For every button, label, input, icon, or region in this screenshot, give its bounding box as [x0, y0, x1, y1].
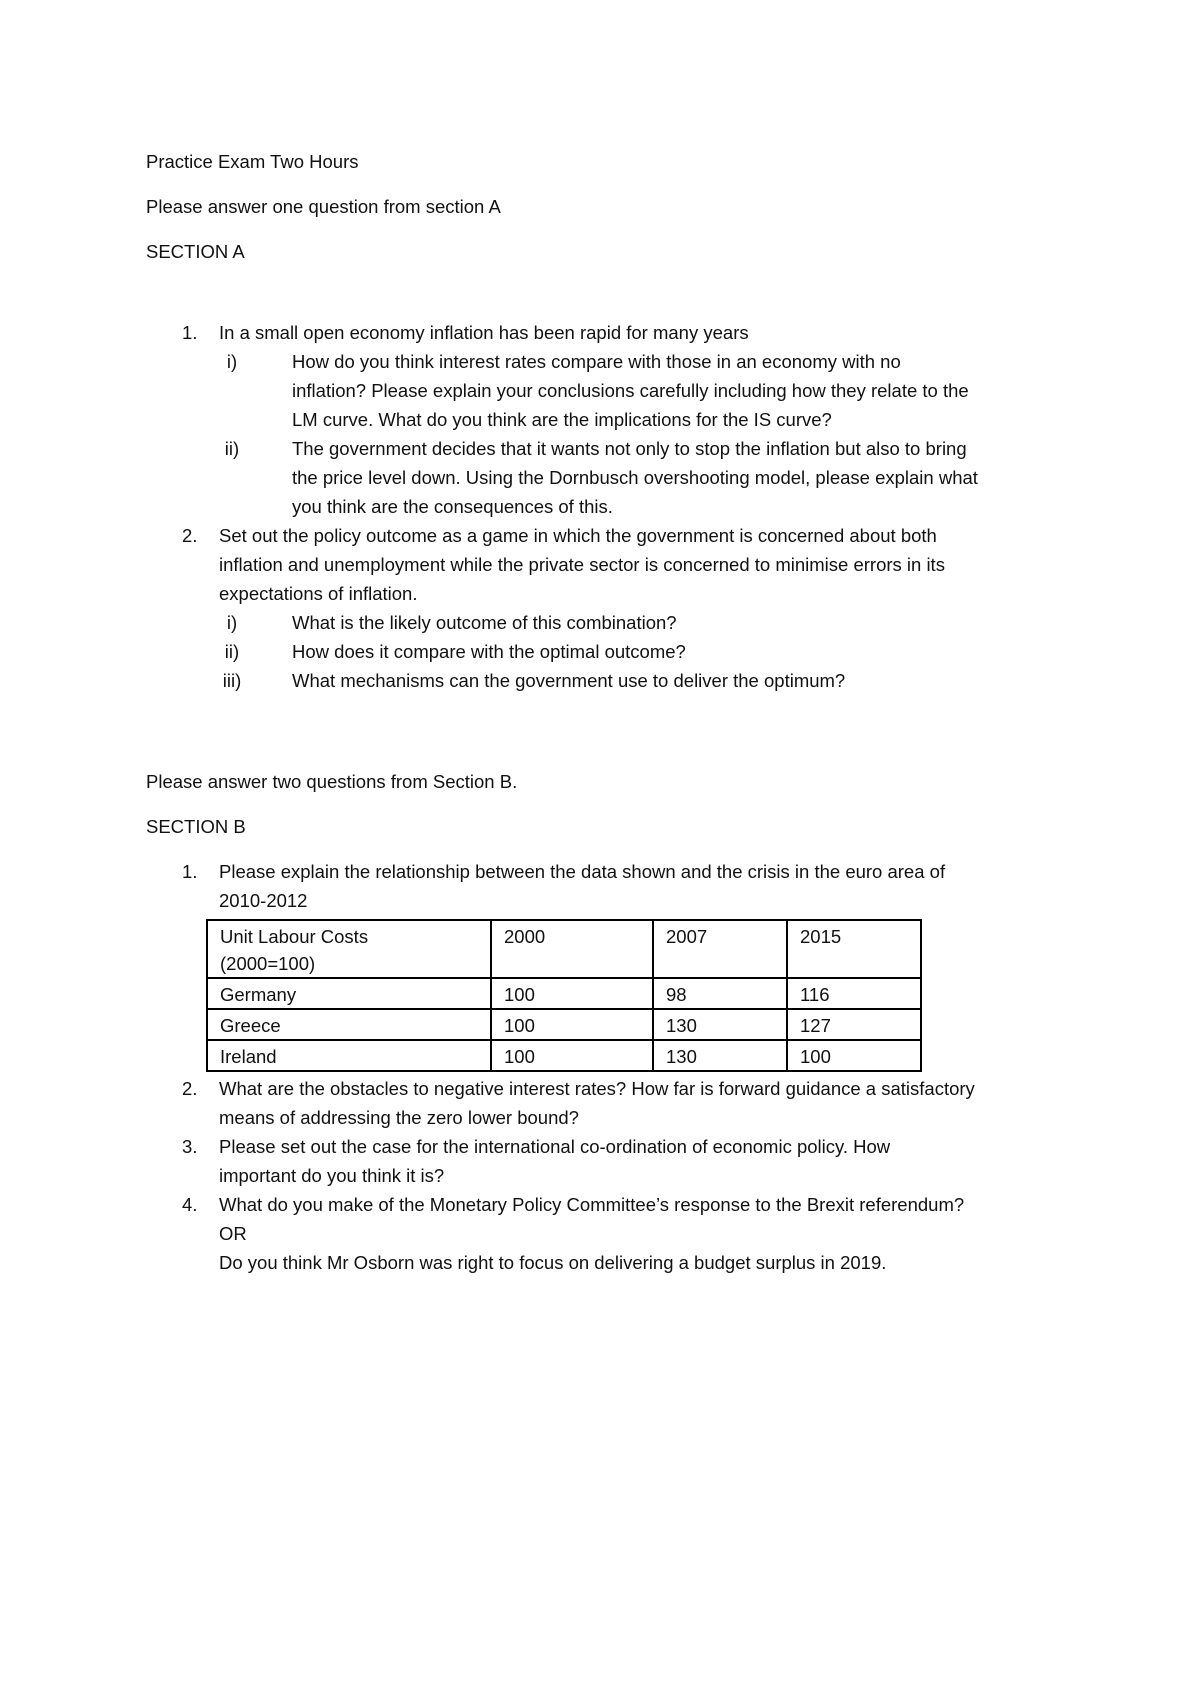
page-title: Practice Exam Two Hours: [146, 151, 359, 172]
part-label: ii): [224, 641, 240, 662]
section-a-question-2-part-i: [146, 608, 1066, 637]
section-b-question-3: [146, 1132, 1066, 1190]
table-row: [207, 1009, 921, 1040]
table-cell: 100: [491, 1009, 653, 1040]
table-cell: 130: [653, 1040, 787, 1071]
question-text: Please set out the case for the international co-ordination of economic policy. How: [219, 1136, 891, 1157]
table-header-year: 2007: [653, 920, 787, 978]
table-cell: 98: [653, 978, 787, 1009]
table-header-row: [207, 920, 921, 978]
question-text: OR: [219, 1223, 247, 1244]
question-text: What are the obstacles to negative interest rates? How far is forward guidance a satisfactory: [219, 1078, 975, 1099]
question-number: 3.: [182, 1136, 198, 1157]
part-text: inflation? Please explain your conclusions carefully including how they relate to the: [292, 380, 969, 401]
section-a-heading: SECTION A: [146, 241, 245, 262]
table-cell: 116: [787, 978, 921, 1009]
section-a-question-2-part-ii: [146, 637, 1066, 666]
question-number: 4.: [182, 1194, 198, 1215]
table-cell-country: Ireland: [207, 1040, 491, 1071]
section-b-question-1: [146, 857, 1066, 915]
table-header-year: 2000: [491, 920, 653, 978]
table-cell: 100: [491, 978, 653, 1009]
table-cell: 130: [653, 1009, 787, 1040]
part-label: iii): [222, 670, 242, 691]
section-a-question-1-part-i: [146, 347, 1066, 434]
part-label: i): [226, 612, 238, 633]
table-cell-country: Germany: [207, 978, 491, 1009]
table-cell: 100: [787, 1040, 921, 1071]
table-header-label: [207, 920, 491, 978]
part-text: What mechanisms can the government use to deliver the optimum?: [292, 670, 846, 691]
table-cell: 100: [491, 1040, 653, 1071]
exam-page: [146, 147, 1066, 1277]
section-a-instruction: Please answer one question from section A: [146, 196, 501, 217]
question-text: What do you make of the Monetary Policy Committee’s response to the Brexit referendum?: [219, 1194, 965, 1215]
part-text: How do you think interest rates compare with those in an economy with no: [292, 351, 901, 372]
section-b-question-4: [146, 1190, 1066, 1277]
part-label: ii): [224, 438, 240, 459]
part-text: The government decides that it wants not only to stop the inflation but also to bring: [292, 438, 967, 459]
part-text: you think are the consequences of this.: [292, 496, 613, 517]
part-label: i): [226, 351, 238, 372]
question-text: expectations of inflation.: [219, 583, 418, 604]
section-a-question-2: [146, 521, 1066, 608]
question-text: important do you think it is?: [219, 1165, 445, 1186]
table-header-year: 2015: [787, 920, 921, 978]
section-b-instruction: Please answer two questions from Section B.: [146, 771, 518, 792]
section-a-question-1-part-ii: [146, 434, 1066, 521]
part-text: the price level down. Using the Dornbusch overshooting model, please explain what: [292, 467, 978, 488]
part-text: What is the likely outcome of this combination?: [292, 612, 677, 633]
question-text: Set out the policy outcome as a game in which the government is concerned about both: [219, 525, 937, 546]
question-text: 2010-2012: [219, 890, 308, 911]
section-b-heading: SECTION B: [146, 816, 246, 837]
header-label-line: (2000=100): [220, 953, 316, 974]
question-text: Do you think Mr Osborn was right to focus on delivering a budget surplus in 2019.: [219, 1252, 887, 1273]
question-number: 2.: [182, 1078, 198, 1099]
table-cell-country: Greece: [207, 1009, 491, 1040]
question-number: 1.: [182, 322, 198, 343]
question-text: Please explain the relationship between the data shown and the crisis in the euro area of: [219, 861, 946, 882]
unit-labour-costs-table: [206, 919, 922, 1072]
table-row: [207, 978, 921, 1009]
part-text: LM curve. What do you think are the implications for the IS curve?: [292, 409, 832, 430]
part-text: How does it compare with the optimal outcome?: [292, 641, 686, 662]
question-text: means of addressing the zero lower bound?: [219, 1107, 579, 1128]
question-number: 2.: [182, 525, 198, 546]
section-a-question-1: [146, 318, 1066, 347]
table-cell: 127: [787, 1009, 921, 1040]
table-row: [207, 1040, 921, 1071]
section-a-question-2-part-iii: [146, 666, 1066, 695]
question-number: 1.: [182, 861, 198, 882]
section-b-question-2: [146, 1074, 1066, 1132]
question-text: inflation and unemployment while the private sector is concerned to minimise errors in its: [219, 554, 945, 575]
header-label-line: Unit Labour Costs: [220, 926, 369, 947]
question-text: In a small open economy inflation has been rapid for many years: [219, 322, 749, 343]
